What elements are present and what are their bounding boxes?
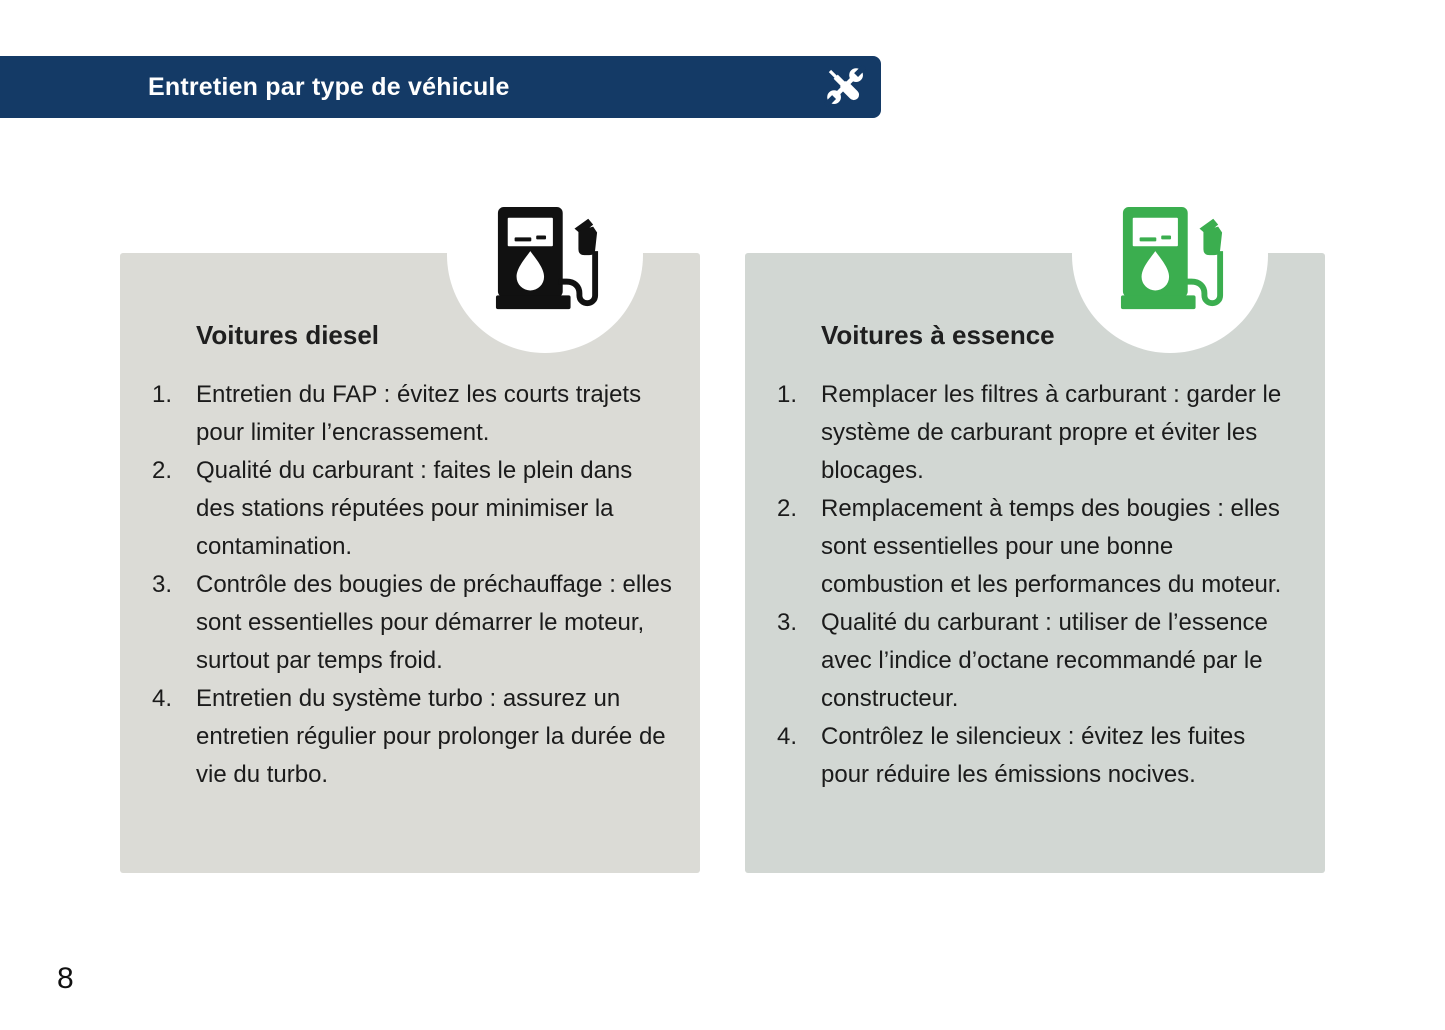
list-item-text: Entretien du FAP : évitez les courts trajets pour limiter l’encrassement.	[196, 381, 642, 446]
list-item-text: Entretien du système turbo : assurez un entretien régulier pour prolonger la durée de vie du turbo.	[196, 685, 666, 788]
list-item	[196, 566, 674, 680]
page-number: 8	[57, 962, 74, 995]
list-item-text: Qualité du carburant : utiliser de l’essence avec l’indice d’octane recommandé par le constructeur.	[821, 609, 1268, 712]
list-item	[821, 604, 1299, 718]
list-item	[196, 452, 674, 566]
list-item	[821, 718, 1299, 794]
list-item	[821, 376, 1299, 490]
list-item-text: Qualité du carburant : faites le plein dans des stations réputées pour minimiser la contamination.	[196, 457, 633, 560]
card-essence	[745, 253, 1325, 873]
list-item-text: Remplacer les filtres à carburant : garder le système de carburant propre et éviter les blocages.	[821, 381, 1282, 484]
list-item	[196, 376, 674, 452]
card-diesel	[120, 253, 700, 873]
list-item-text: Contrôlez le silencieux : évitez les fuites pour réduire les émissions nocives.	[821, 723, 1246, 788]
card-list	[821, 376, 1299, 794]
list-item-text: Remplacement à temps des bougies : elles sont essentielles pour une bonne combustion et les performances du moteur.	[821, 495, 1282, 598]
card-title: Voitures à essence	[821, 320, 1055, 350]
list-item-text: Contrôle des bougies de préchauffage : elles sont essentielles pour démarrer le moteur, surtout par temps froid.	[196, 571, 672, 674]
list-item	[821, 490, 1299, 604]
card-title: Voitures diesel	[196, 320, 380, 350]
list-item	[196, 680, 674, 794]
card-list	[196, 376, 674, 794]
tools-icon	[824, 65, 868, 109]
page-title: Entretien par type de véhicule	[148, 73, 510, 101]
section-header-bar	[0, 56, 881, 118]
